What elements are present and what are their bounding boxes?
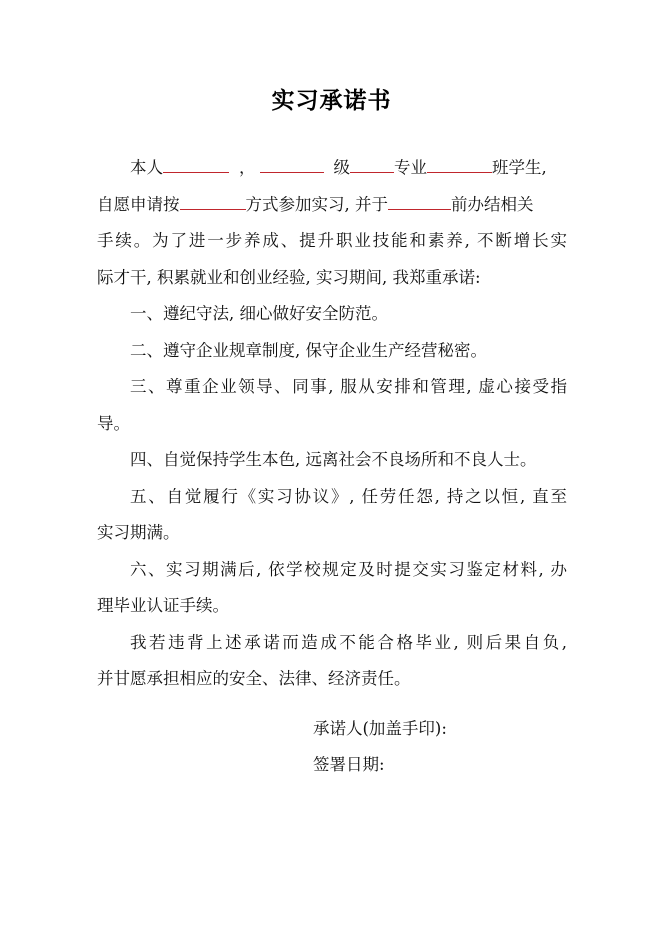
closing-line-1: 我若违背上述承诺而造成不能合格毕业, 则后果自负, xyxy=(130,632,567,652)
intro-text: 本人 xyxy=(130,158,163,177)
internship-method-blank[interactable] xyxy=(180,191,246,210)
intro-text: 专业 xyxy=(394,158,427,177)
document-title: 实习承诺书 xyxy=(271,88,392,114)
intro-line-3: 手续。为了进一步养成、提升职业技能和素养, 不断增长实 xyxy=(97,231,567,250)
signing-date-label: 签署日期: xyxy=(313,755,385,774)
pledge-item-3-cont: 导。 xyxy=(97,413,130,433)
intro-text: 班学生, xyxy=(492,158,547,177)
grade-blank[interactable] xyxy=(350,154,394,173)
intro-text: 级 xyxy=(333,158,350,177)
deadline-blank[interactable] xyxy=(388,191,451,210)
pledge-item-6: 六、实习期满后, 依学校规定及时提交实习鉴定材料, 办 xyxy=(130,559,567,579)
document-body xyxy=(97,150,567,698)
name-blank[interactable] xyxy=(163,154,229,173)
pledge-item-6-cont: 理毕业认证手续。 xyxy=(97,596,229,615)
pledge-item-5: 五、自觉履行《实习协议》, 任劳任怨, 持之以恒, 直至 xyxy=(130,486,567,506)
intro-text: 方式参加实习, 并于 xyxy=(245,194,388,214)
signer-label: 承诺人(加盖手印): xyxy=(313,719,447,738)
intro-line-1 xyxy=(97,150,567,187)
pledge-item-2: 二、遵守企业规章制度, 保守企业生产经营秘密。 xyxy=(130,340,487,360)
pledge-item-1: 一、遵纪守法, 细心做好安全防范。 xyxy=(130,304,388,323)
intro-text: 前办结相关 xyxy=(451,194,534,214)
major-blank[interactable] xyxy=(427,154,492,173)
pledge-item-3: 三、尊重企业领导、同事, 服从安排和管理, 虚心接受指 xyxy=(130,377,567,396)
closing-line-2: 并甘愿承担相应的安全、法律、经济责任。 xyxy=(97,669,411,688)
pledge-item-4: 四、自觉保持学生本色, 远离社会不良场所和不良人士。 xyxy=(130,450,537,469)
intro-line-4: 际才干, 积累就业和创业经验, 实习期间, 我郑重承诺: xyxy=(97,267,481,287)
intro-text: 自愿申请按 xyxy=(97,194,180,214)
intro-text: ， xyxy=(239,158,256,177)
pledge-item-5-cont: 实习期满。 xyxy=(97,523,180,542)
grade-year-blank[interactable] xyxy=(260,154,324,173)
intro-line-2 xyxy=(97,187,567,224)
